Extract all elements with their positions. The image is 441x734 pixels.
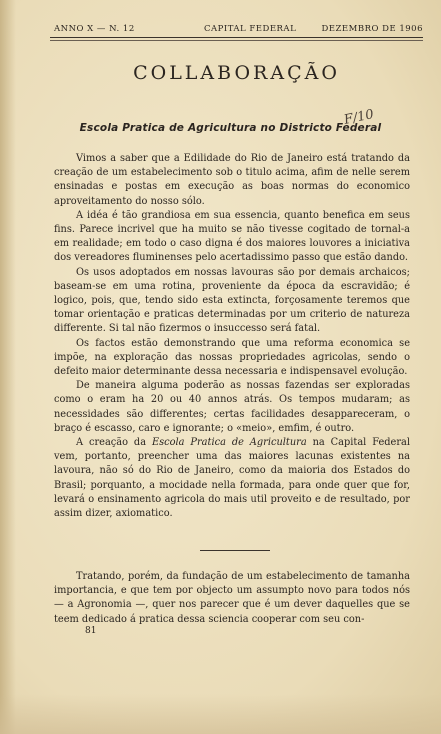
section-divider (200, 550, 270, 551)
page-number: 81 (85, 626, 97, 636)
paragraph-3: Os usos adoptados em nossas lavouras são por demais archaicos; baseam-se em uma rotina, proveniente da época da escravidão; é logico, pois, que, tendo sido esta extincta, forçosamente teremos que tomar orientação e praticas determinadas por um criterio de natureza differente. Si tal não fizermos o insuccesso será fatal. (54, 266, 410, 335)
school-name-italic: Escola Pratica de Agricultura (151, 437, 307, 449)
publication-name: CAPITAL FEDERAL (204, 24, 297, 34)
paragraph-6-rest: na Capital Federal vem, portanto, preencher uma das maiores lacunas existentes na lavoura, não só do Rio de Janeiro, como da maioria dos Estados do Brasil; porquanto, a mocidade nella formada, para onde quer que for, levará o ensinamento agricola do mais util proveito e de resultado, por assim dizer, axiomatico. (54, 437, 410, 520)
article-continuation (54, 570, 410, 627)
handwritten-margin-note: F/10 (342, 107, 376, 128)
header-rule (50, 37, 423, 38)
paragraph-4: Os factos estão demonstrando que uma reforma economica se impõe, na exploração das nossas propriedades agricolas, sendo o defeito maior determinante dessa necessaria e indispensavel evolução. (54, 337, 410, 378)
paragraph-1: Vimos a saber que a Edilidade do Rio de Janeiro está tratando da creação de um estabelecimento sob o titulo acima, afim de nelle serem ensinadas e postas em execução as boas normas do economico aproveitamento do nosso sólo. (54, 153, 410, 207)
paragraph-7: Tratando, porém, da fundação de um estabelecimento de tamanha importancia, e que tem por objecto um assumpto novo para todos nós — a Agronomia —, quer nos parecer que é um dever daquelles que se teem dedicado á pratica dessa sciencia cooperar com seu con- (54, 571, 410, 625)
article-title: Escola Pratica de Agricultura no Districto Federal (79, 122, 382, 134)
paragraph-6 (54, 436, 410, 521)
article-body (54, 152, 410, 521)
paragraph-6-lead: A creação da (76, 437, 152, 449)
issue-date: DEZEMBRO DE 1906 (321, 24, 423, 34)
section-title: COLLABORAÇÃO (133, 62, 340, 84)
paragraph-5: De maneira alguma poderão as nossas fazendas ser exploradas como o eram ha 20 ou 40 annos atrás. Os tempos mudaram; as necessidades são differentes; certas facilidades desappareceram, o braço é escasso, caro e ignorante; o «meio», emfim, é outro. (54, 380, 410, 434)
page-gutter-shadow (0, 0, 16, 734)
issue-number: ANNO X — N. 12 (54, 24, 135, 34)
running-header (54, 24, 423, 38)
header-rule-thin (50, 40, 423, 41)
paragraph-2: A idéa é tão grandiosa em sua essencia, quanto benefica em seus fins. Parece incrivel que ha muito se não tivesse cogitado de tornal-a em realidade; em todo o caso digna é dos maiores louvores a iniciativa dos vereadores fluminenses pelo acertadissimo passo que estão dando. (54, 209, 410, 264)
page-bottom-shade (0, 694, 441, 734)
